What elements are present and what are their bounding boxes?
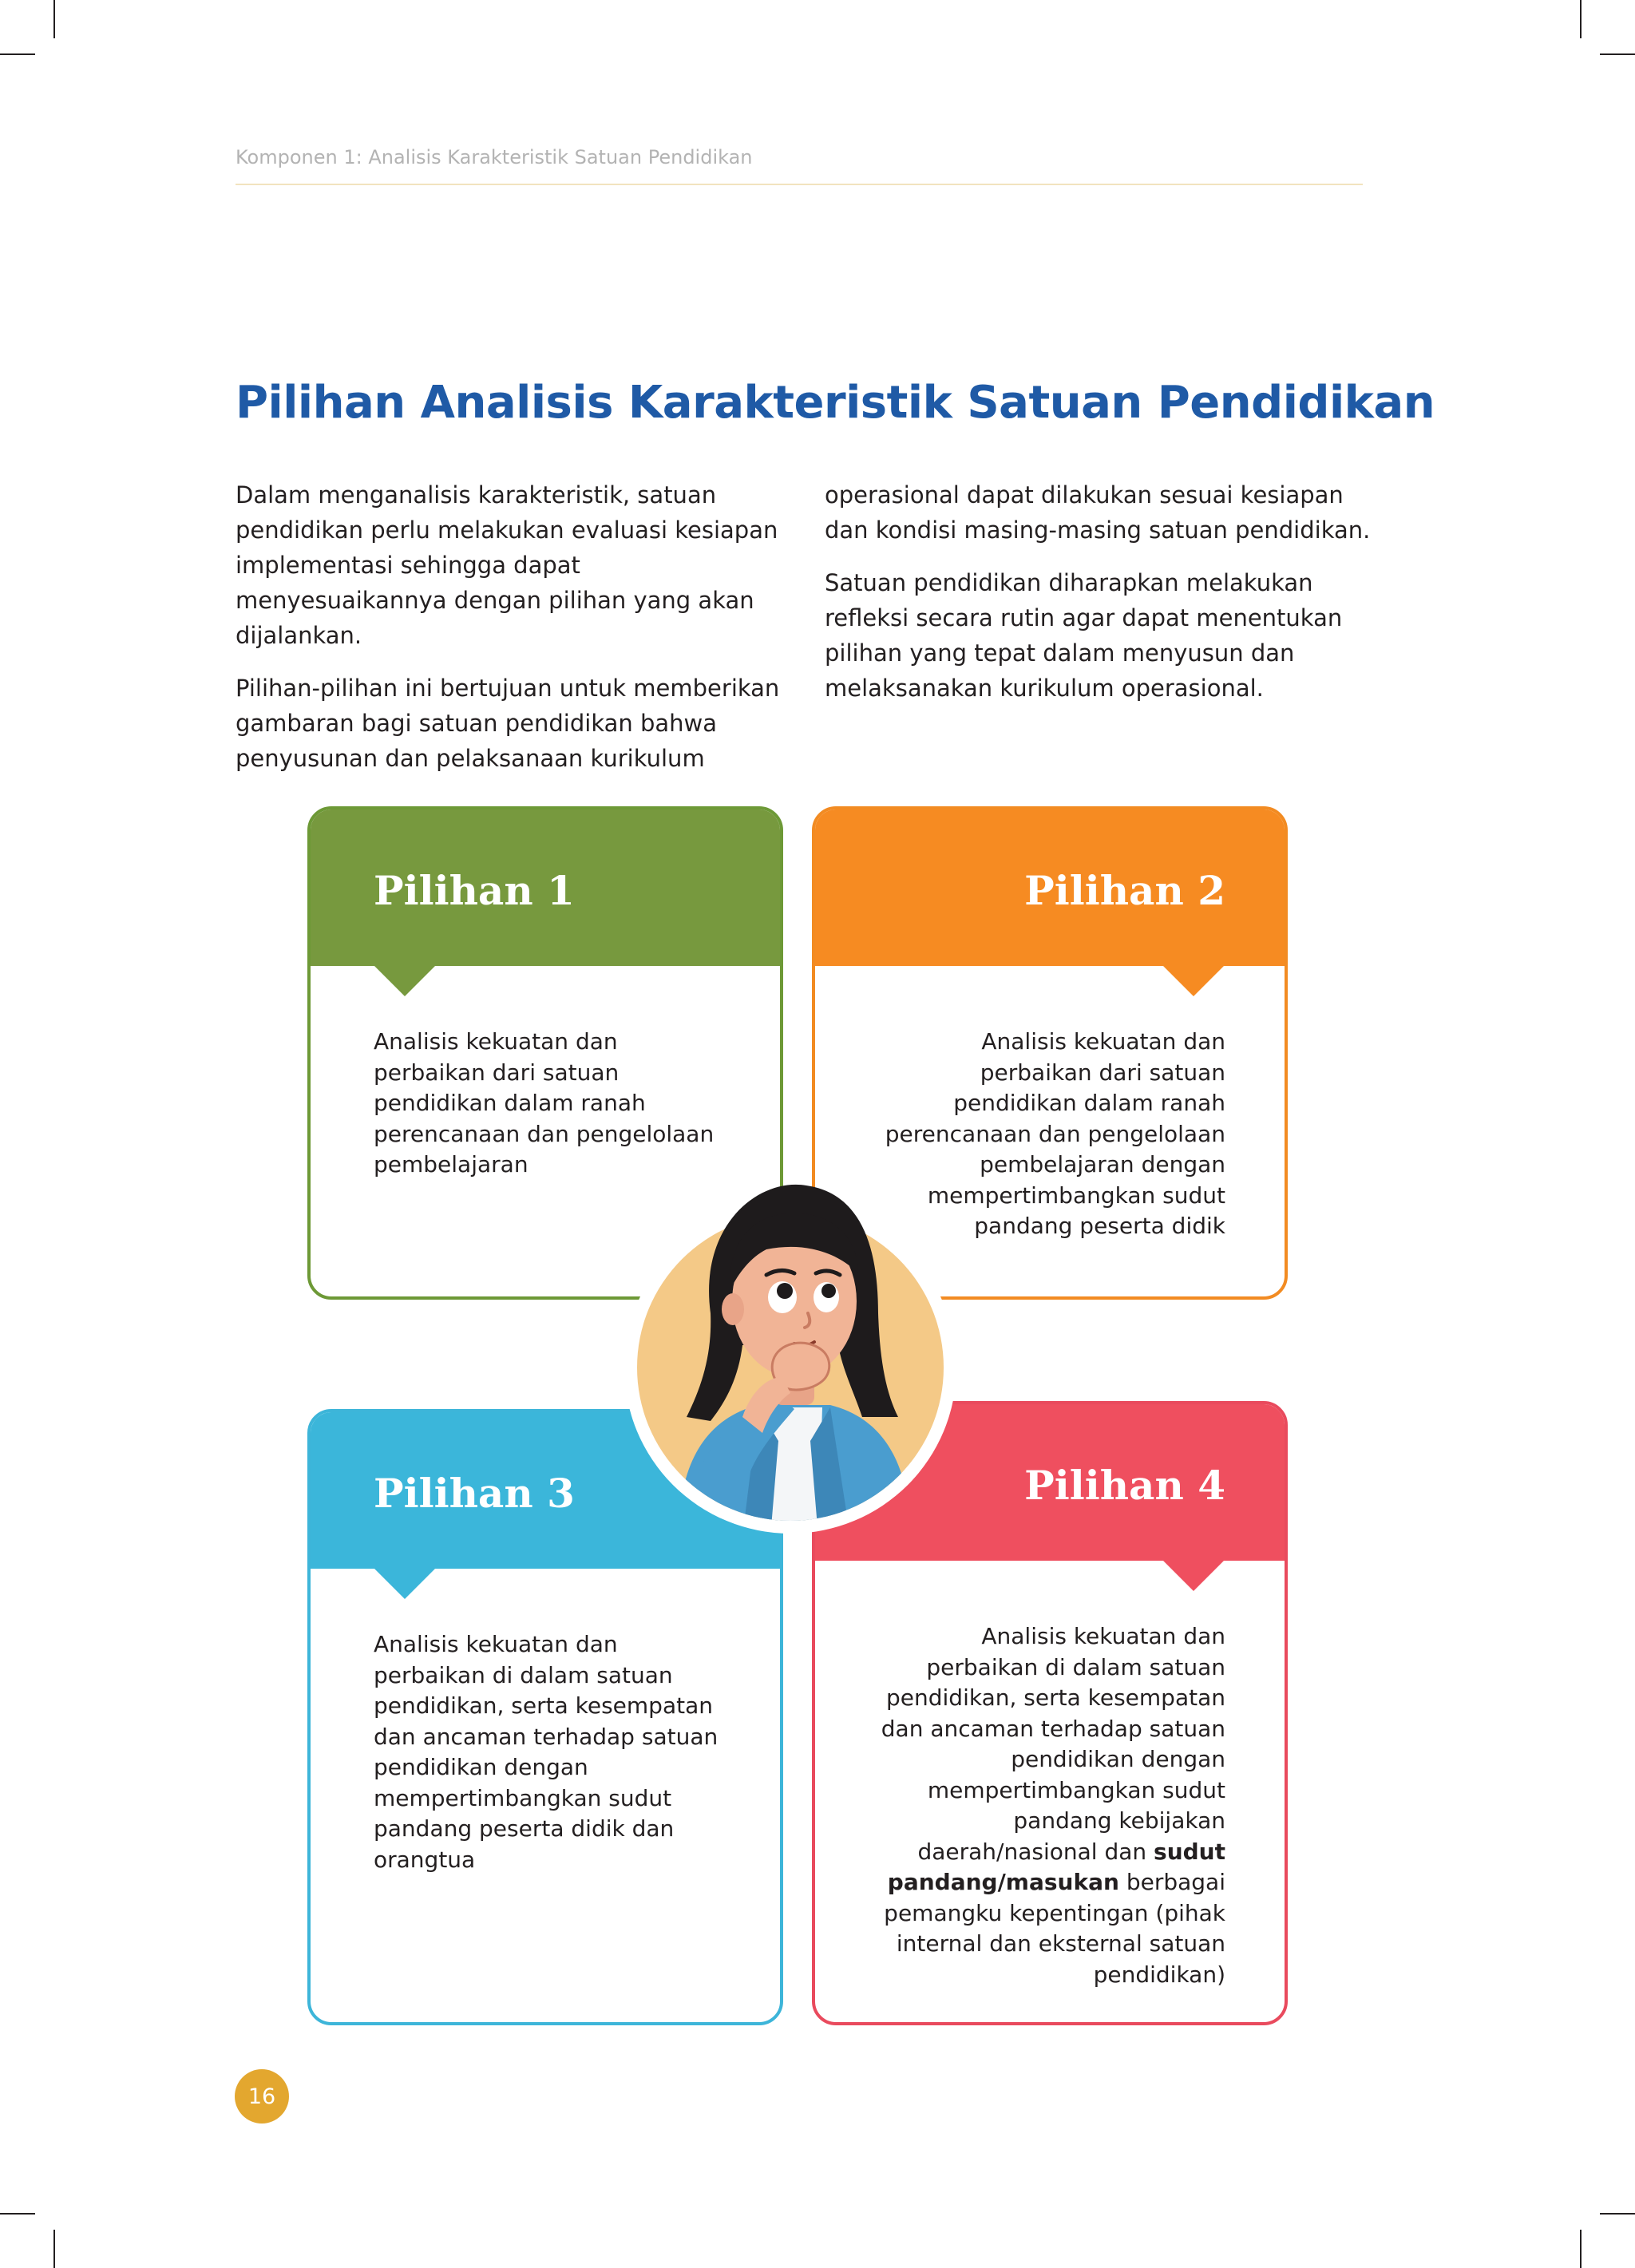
option-title: Pilihan 3 [374,1470,575,1517]
option-description [874,1621,1225,1990]
option-title: Pilihan 2 [1024,867,1225,914]
pointer-arrow [373,1567,437,1599]
option-card-header [815,809,1285,966]
intro-left-column [236,477,794,794]
intro-paragraph: Satuan pendidikan diharapkan melakukan refleksi secara rutin agar dapat menentukan pilihan yang tepat dalam menyusun dan melaksanakan kurikulum operasional. [825,569,1343,702]
pointer-arrow [1162,964,1225,996]
option-description: Analisis kekuatan dan perbaikan dari satuan pendidikan dalam ranah perencanaan dan pengelolaan pembelajaran [374,1028,715,1178]
option-description: Analisis kekuatan dan perbaikan di dalam satuan pendidikan, serta kesempatan dan ancaman terhadap satuan pendidikan dengan mempertimbangkan sudut pandang peserta didik dan orangtua [374,1631,719,1873]
pointer-arrow [1162,1559,1225,1591]
page-title: Pilihan Analisis Karakteristik Satuan Pendidikan [236,377,1435,429]
option-text-emphasis: sudut pandang/masukan [887,1838,1225,1895]
option-title: Pilihan 4 [1024,1462,1225,1509]
option-description: Analisis kekuatan dan perbaikan dari satuan pendidikan dalam ranah perencanaan dan pengelolaan pembelajaran dengan mempertimbangkan sudut pandang peserta didik [885,1028,1225,1239]
intro-right-column [825,477,1384,723]
crop-mark [1580,0,1582,38]
crop-mark [1600,53,1635,55]
page-number-badge: 16 [235,2069,289,2124]
thinking-girl-illustration [623,1154,958,1537]
option-text-part: Analisis kekuatan dan perbaikan di dalam satuan pendidikan, serta kesempatan dan ancaman terhadap satuan pendidikan dengan mempertimbangkan sudut pandang kebijakan daerah/nasional dan [881,1623,1225,1865]
option-card-header [311,809,780,966]
crop-mark [1600,2213,1635,2215]
option-text-part: berbagai pemangku kepentingan (pihak internal dan eksternal satuan pendidikan) [884,1869,1225,1988]
intro-paragraph: Pilihan-pilihan ini bertujuan untuk memberikan gambaran bagi satuan pendidikan bahwa penyusunan dan pelaksanaan kurikulum [236,675,780,772]
crop-mark [1580,2230,1582,2268]
header-divider [236,184,1363,185]
crop-mark [53,2230,55,2268]
intro-paragraph: Dalam menganalisis karakteristik, satuan pendidikan perlu melakukan evaluasi kesiapan implementasi sehingga dapat menyesuaikannya dengan pilihan yang akan dijalankan. [236,481,778,649]
option-title: Pilihan 1 [374,867,575,914]
crop-mark [53,0,55,38]
crop-mark [0,2213,35,2215]
running-header: Komponen 1: Analisis Karakteristik Satuan Pendidikan [236,146,753,168]
pointer-arrow [373,964,437,996]
crop-mark [0,53,35,55]
intro-paragraph: operasional dapat dilakukan sesuai kesiapan dan kondisi masing-masing satuan pendidikan. [825,481,1371,544]
